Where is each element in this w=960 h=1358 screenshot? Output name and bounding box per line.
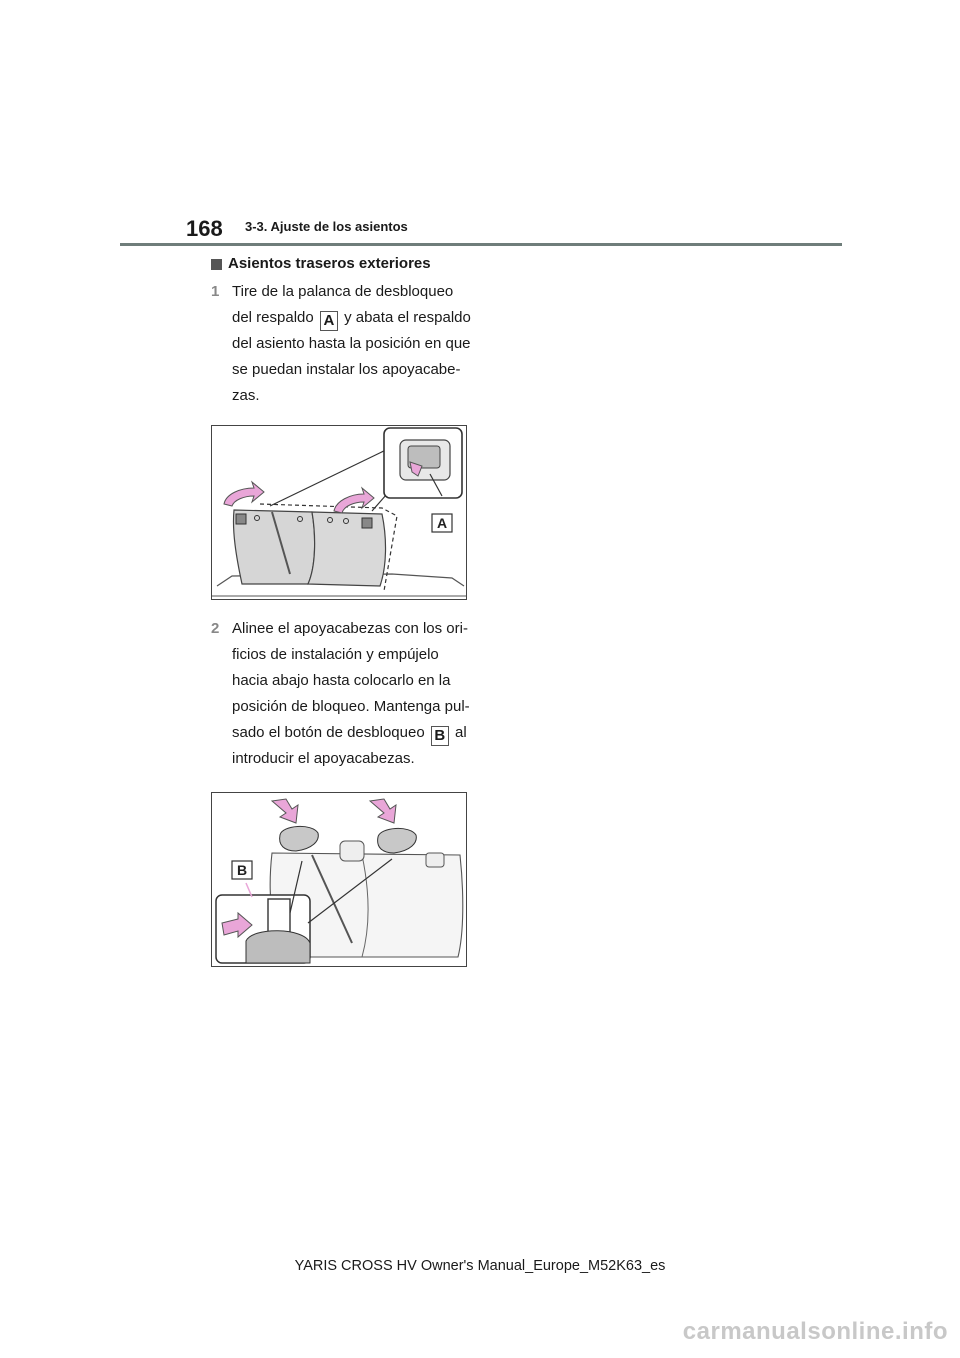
header-rule xyxy=(120,243,842,246)
main-content xyxy=(211,255,473,983)
step-2 xyxy=(211,616,473,772)
step-text xyxy=(232,616,473,772)
step-1 xyxy=(211,279,473,409)
section-title: 3-3. Ajuste de los asientos xyxy=(245,219,408,234)
watermark: carmanualsonline.info xyxy=(682,1318,948,1345)
callout-b: B xyxy=(236,862,248,878)
step-number: 1 xyxy=(211,283,220,300)
step-text xyxy=(232,279,473,409)
page-number: 168 xyxy=(186,216,223,241)
label-b-icon: B xyxy=(431,726,449,746)
headrest-illustration xyxy=(212,793,466,966)
step-text-after: al introducir el apoyacabezas. xyxy=(232,724,467,767)
step-number: 2 xyxy=(211,620,220,637)
step-text-after: y abata el respaldo del asiento hasta la posición en que se puedan instalar los apoyacabe-zas. xyxy=(232,309,471,404)
callout-a: A xyxy=(436,515,448,531)
figure-headrest-install xyxy=(211,792,467,967)
label-a-icon: A xyxy=(320,311,338,331)
step-text-before: Alinee el apoyacabezas con los ori-ficios de instalación y empújelo hacia abajo hasta colocarlo en la posición de bloqueo. Mantenga pul-sado el botón de desbloqueo xyxy=(232,620,470,741)
subheading-text: Asientos traseros exteriores xyxy=(228,255,431,272)
square-bullet-icon xyxy=(211,259,222,270)
footer: YARIS CROSS HV Owner's Manual_Europe_M52K63_es xyxy=(294,1258,666,1274)
subheading xyxy=(211,255,473,273)
step-text-before: Tire de la palanca de desbloqueo del respaldo xyxy=(232,283,454,326)
figure-seatback-release xyxy=(211,425,467,600)
seatback-illustration xyxy=(212,426,466,599)
